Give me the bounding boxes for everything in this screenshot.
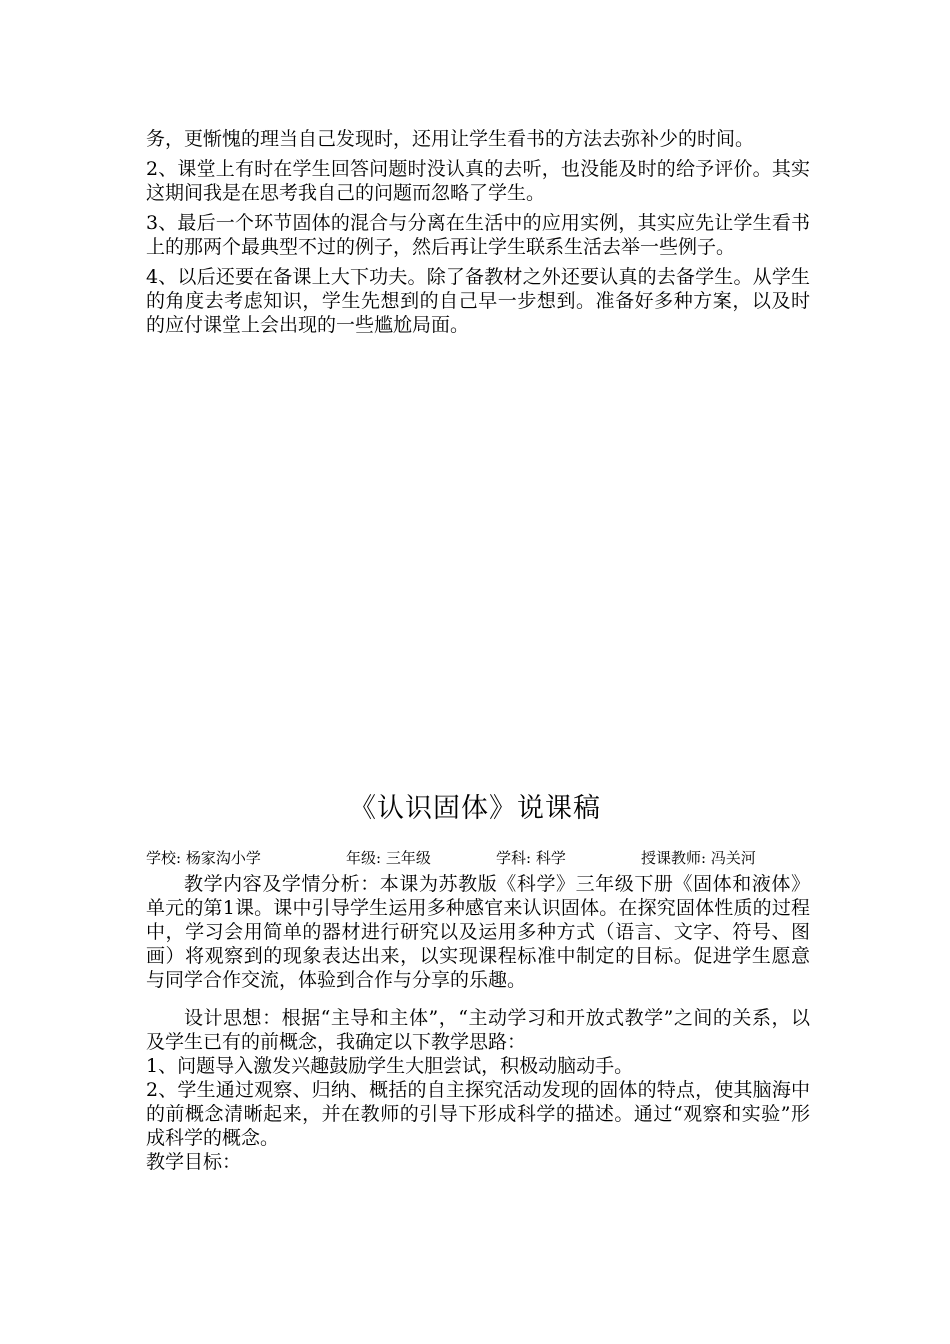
reflection-paragraph-continued: 务，更惭愧的理当自己发现时，还用让学生看书的方法去弥补少的时间。 [146, 128, 755, 150]
design-idea-paragraph: 设计思想：根据“主导和主体”，“主动学习和开放式教学”之间的关系，以及学生已有的前概念，我确定以下教学思路： [146, 1007, 810, 1053]
meta-grade: 年级: 三年级 [346, 849, 431, 867]
teaching-goals-heading: 教学目标： [146, 1151, 242, 1173]
document-title: 《认识固体》说课稿 [349, 793, 601, 824]
meta-teacher: 授课教师: 冯关河 [641, 849, 756, 867]
reflection-point-4: 4、以后还要在备课上大下功夫。除了备教材之外还要认真的去备学生。从学生的角度去考虑知识，学生先想到的自己早一步想到。准备好多种方案，以及时的应付课堂上会出现的一些尴尬局面。 [146, 266, 810, 336]
meta-school: 学校: 杨家沟小学 [146, 849, 261, 867]
design-point-1: 1、问题导入激发兴趣鼓励学生大胆尝试，积极动脑动手。 [146, 1055, 634, 1077]
content-analysis-paragraph: 教学内容及学情分析：本课为苏教版《科学》三年级下册《固体和液体》单元的第1课。课中引导学生运用多种感官来认识固体。在探究固体性质的过程中，学习会用简单的器材进行研究以及运用多种方式（语言、文字、符号、图画）将观察到的现象表达出来，以实现课程标准中制定的目标。促进学生愿意与同学合作交流，体验到合作与分享的乐趣。 [146, 873, 810, 991]
reflection-point-2: 2、课堂上有时在学生回答问题时没认真的去听，也没能及时的给予评价。其实这期间我是在思考我自己的问题而忽略了学生。 [146, 158, 810, 204]
meta-subject: 学科: 科学 [496, 849, 566, 867]
lesson-meta-line [146, 848, 810, 868]
reflection-section [146, 127, 810, 337]
lesson-plan-body [146, 872, 810, 1174]
design-point-2: 2、学生通过观察、归纳、概括的自主探究活动发现的固体的特点，使其脑海中的前概念清晰起来，并在教师的引导下形成科学的描述。通过“观察和实验”形成科学的概念。 [146, 1079, 810, 1149]
reflection-point-3: 3、最后一个环节固体的混合与分离在生活中的应用实例，其实应先让学生看书上的那两个最典型不过的例子，然后再让学生联系生活去举一些例子。 [146, 212, 810, 258]
